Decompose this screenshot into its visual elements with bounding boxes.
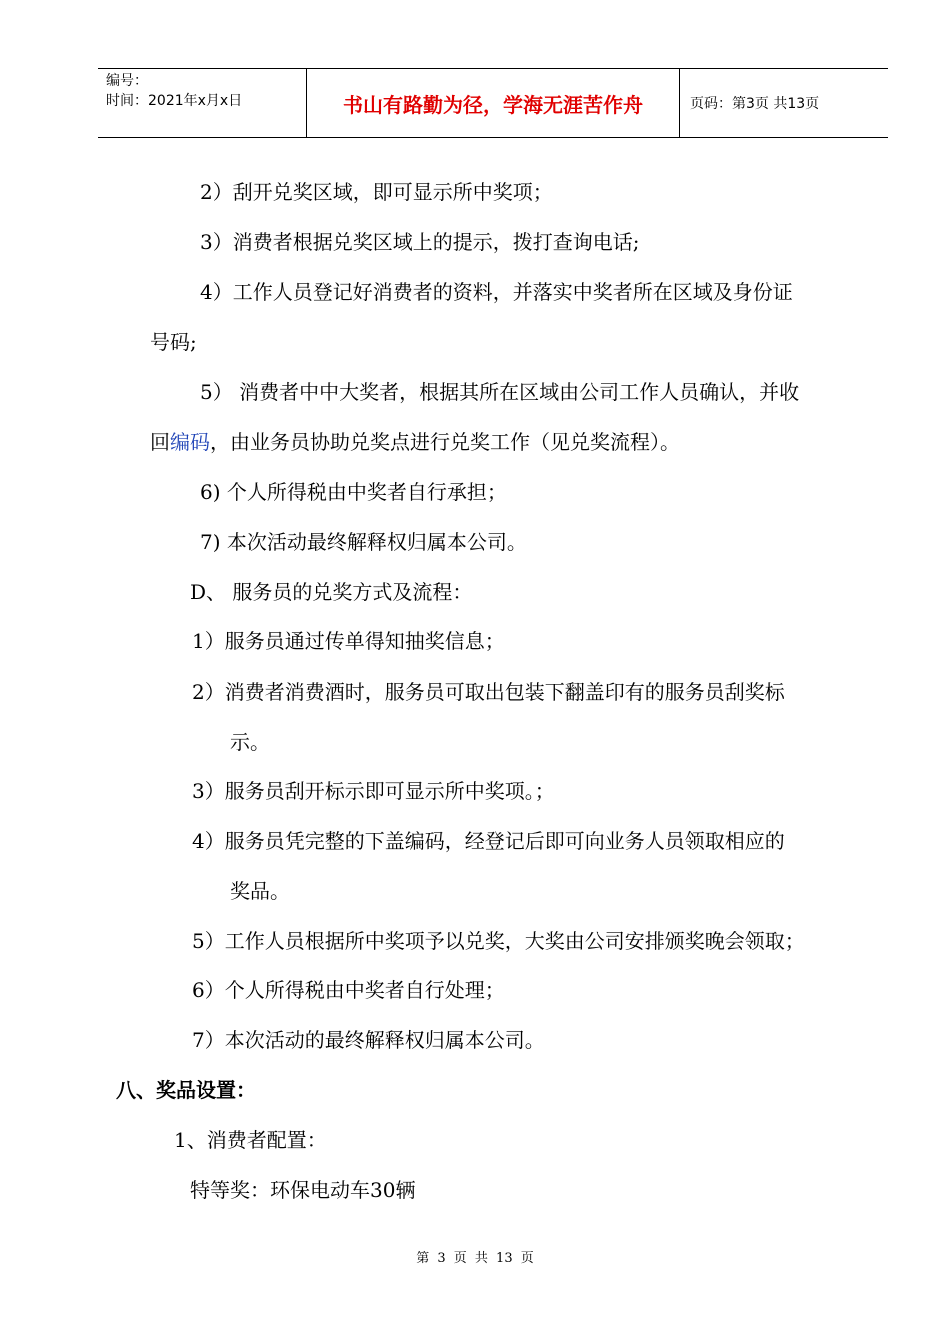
text-line: D、 服务员的兑奖方式及流程： <box>190 580 473 604</box>
section-heading: 八、奖品设置： <box>116 1078 256 1102</box>
text-line: 3）服务员刮开标示即可显示所中奖项。； <box>192 779 555 803</box>
text-line: 示。 <box>230 730 270 754</box>
text-line: 6) 个人所得税由中奖者自行承担； <box>200 480 507 504</box>
text-line <box>150 430 680 454</box>
header-meta <box>98 69 307 137</box>
page-header <box>98 68 888 138</box>
text-line: 4）服务员凭完整的下盖编码，经登记后即可向业务人员领取相应的 <box>192 829 785 853</box>
text-line: 奖品。 <box>230 879 290 903</box>
code-label: 编号： <box>106 73 148 89</box>
text-line: 7) 本次活动最终解释权归属本公司。 <box>200 530 527 554</box>
text-line: 2）消费者消费酒时，服务员可取出包装下翻盖印有的服务员刮奖标 <box>192 680 785 704</box>
text-line: 1）服务员通过传单得知抽奖信息； <box>192 629 505 653</box>
text-line: 4）工作人员登记好消费者的资料，并落实中奖者所在区域及身份证 <box>200 280 793 304</box>
text-fragment: ，由业务员协助兑奖点进行兑奖工作（见兑奖流程）。 <box>210 430 680 454</box>
header-page-label: 页码：第3页 共13页 <box>690 96 820 112</box>
text-line: 特等奖：环保电动车30辆 <box>190 1178 416 1202</box>
text-fragment: 回 <box>150 430 170 454</box>
text-line: 7）本次活动的最终解释权归属本公司。 <box>192 1028 545 1052</box>
text-line: 号码; <box>150 330 197 354</box>
header-motto: 书山有路勤为径，学海无涯苦作舟 <box>307 69 680 137</box>
code-link[interactable]: 编码 <box>170 430 210 454</box>
text-line: 1、消费者配置： <box>174 1128 327 1152</box>
page-footer: 第 3 页 共 13 页 <box>416 1251 534 1266</box>
text-line: 5） 消费者中中大奖者，根据其所在区域由公司工作人员确认，并收 <box>200 380 800 404</box>
text-line: 5）工作人员根据所中奖项予以兑奖，大奖由公司安排颁奖晚会领取； <box>192 929 805 953</box>
text-line: 6）个人所得税由中奖者自行处理； <box>192 978 505 1002</box>
text-line: 2）刮开兑奖区域，即可显示所中奖项； <box>200 180 553 204</box>
time-label: 时间：2021年x月x日 <box>106 93 243 109</box>
text-line: 3）消费者根据兑奖区域上的提示，拨打查询电话; <box>200 230 640 254</box>
